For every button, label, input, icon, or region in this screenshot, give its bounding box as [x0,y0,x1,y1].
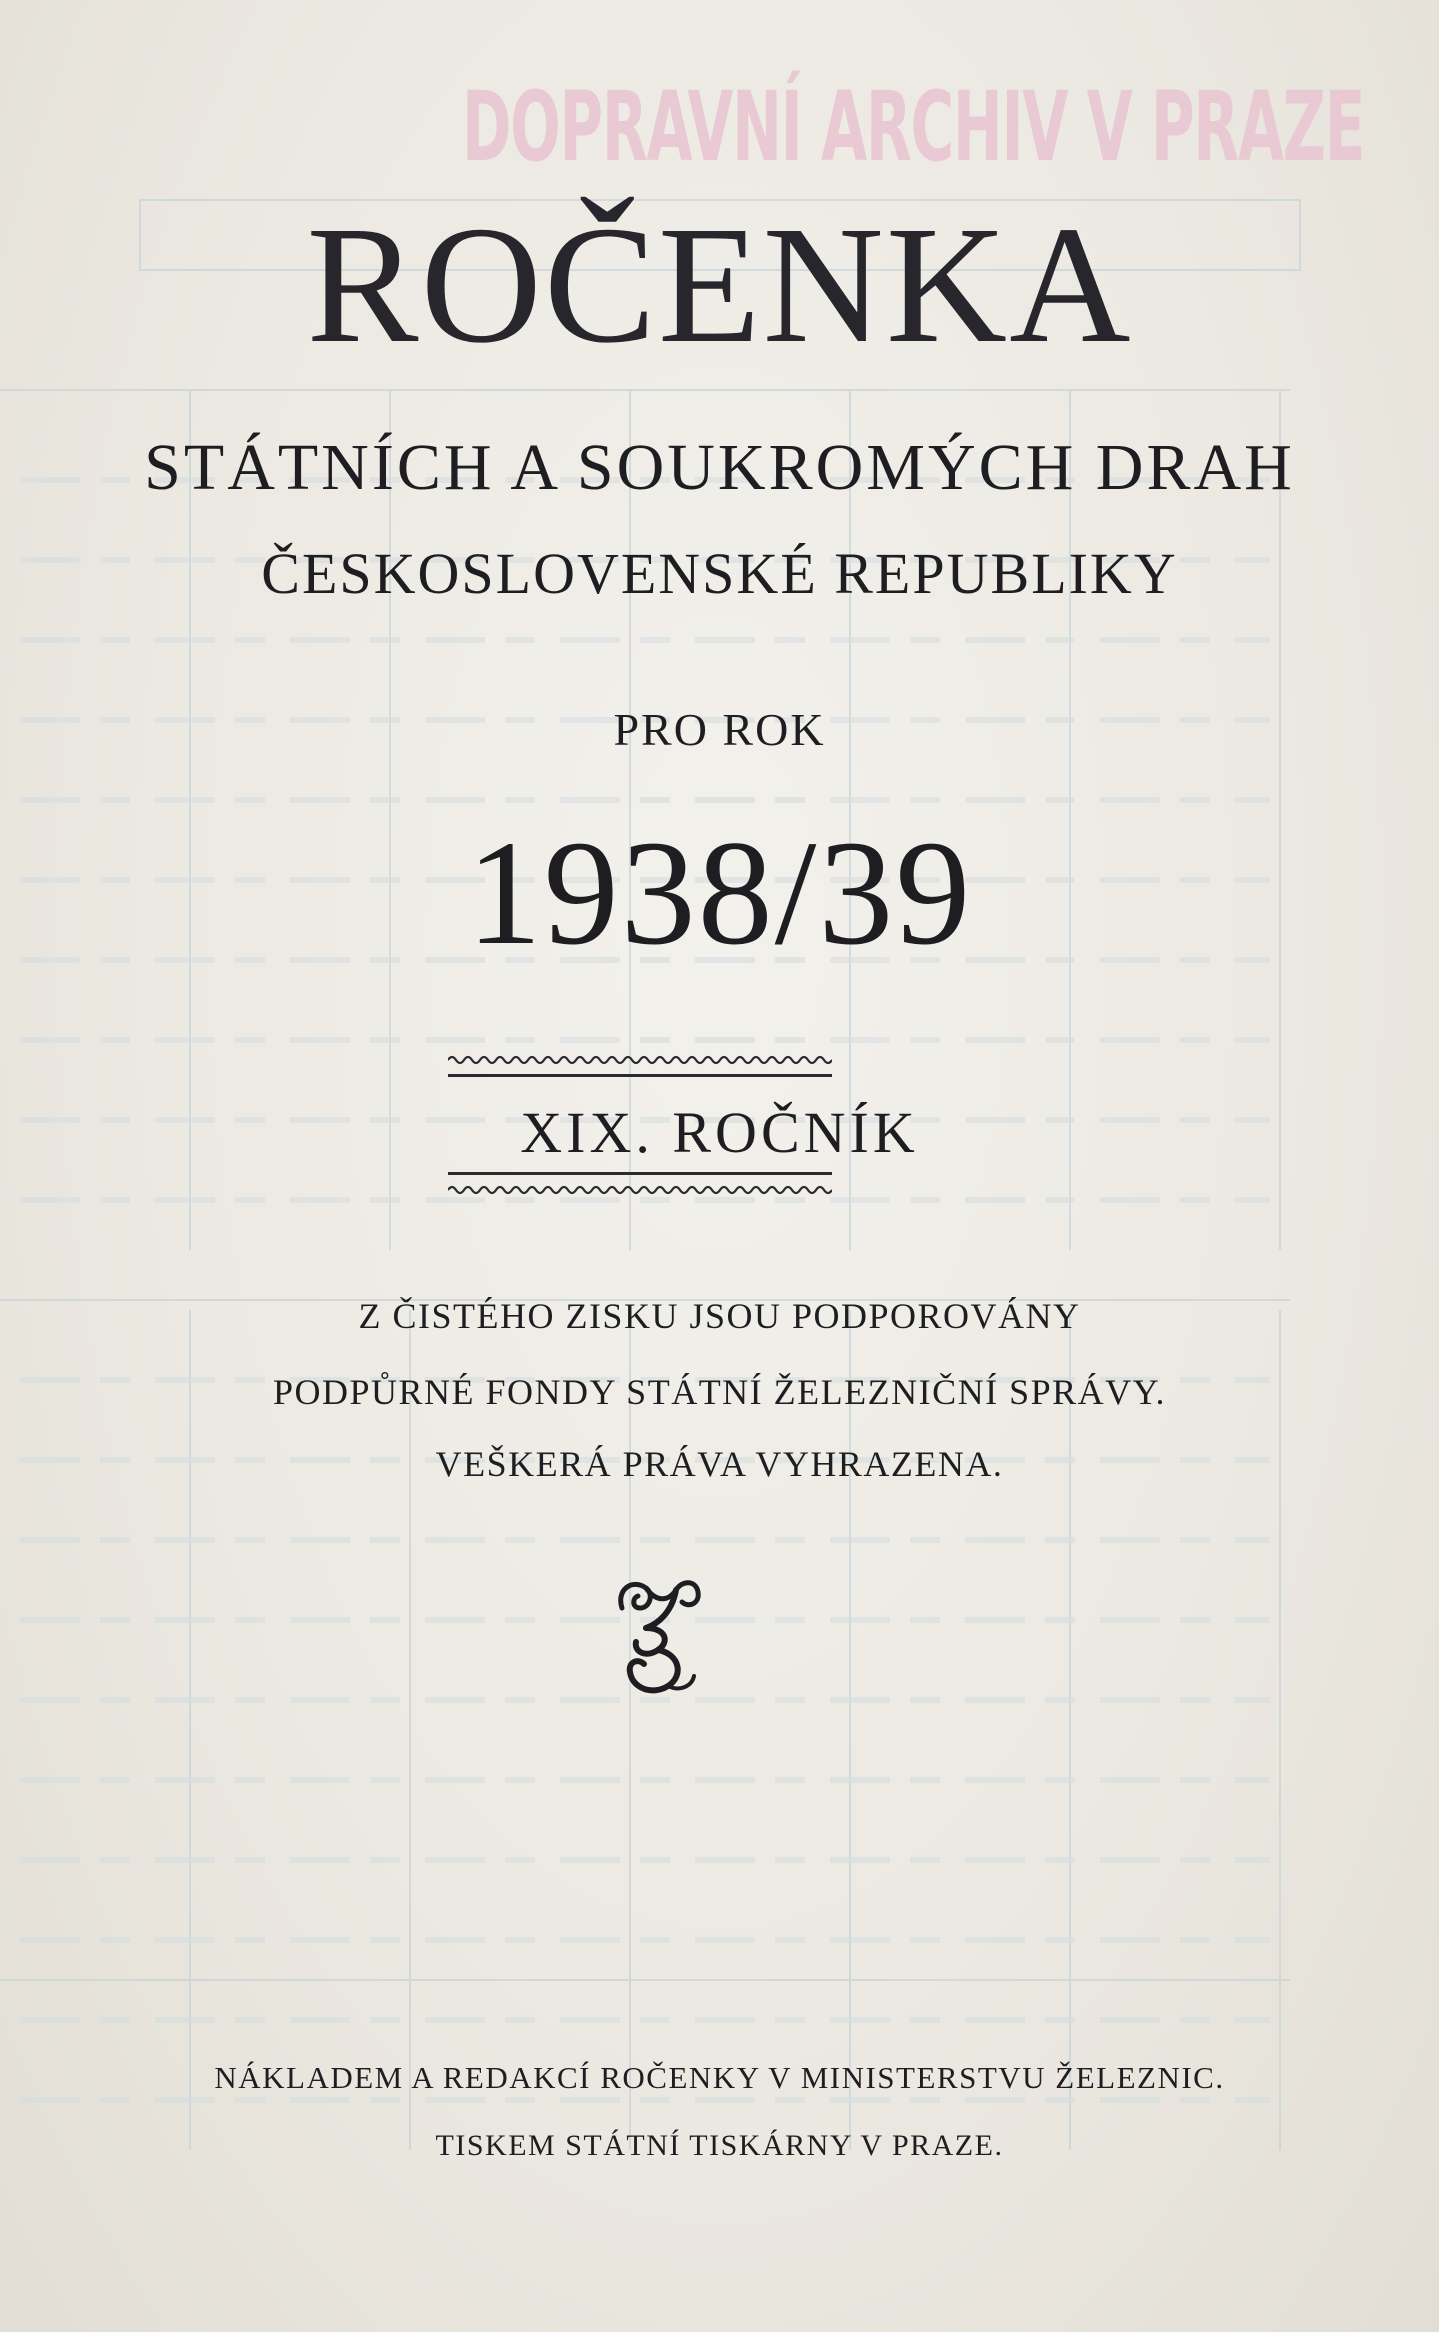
rule-top [448,1074,832,1077]
support-note-line-1: Z ČISTÉHO ZISKU JSOU PODPOROVÁNY [358,1296,1081,1336]
subtitle-line-2: ČESKOSLOVENSKÉ REPUBLIKY [261,541,1178,606]
wavy-rule-top [448,1052,832,1068]
publisher-line-2: TISKEM STÁTNÍ TISKÁRNY V PRAZE. [435,2129,1004,2162]
rule-bottom [448,1172,832,1175]
ornamental-monogram-icon [610,1568,706,1700]
edition-label: XIX. ROČNÍK [520,1100,919,1165]
archive-stamp: DOPRAVNÍ ARCHIV V PRAZE [462,71,1365,183]
wavy-rule-bottom [448,1182,832,1198]
subtitle-line-1: STÁTNÍCH A SOUKROMÝCH DRAH [144,431,1295,504]
rights-reserved-note: VEŠKERÁ PRÁVA VYHRAZENA. [435,1444,1004,1484]
publisher-line-1: NÁKLADEM A REDAKCÍ ROČENKY V MINISTERSTVU ŽELEZNIC. [214,2060,1225,2095]
for-year-label: PRO ROK [613,704,826,755]
support-note-line-2: PODPŮRNÉ FONDY STÁTNÍ ŽELEZNIČNÍ SPRÁVY. [272,1372,1167,1412]
year-label: 1938/39 [466,810,973,976]
page-title: ROČENKA [306,192,1133,378]
